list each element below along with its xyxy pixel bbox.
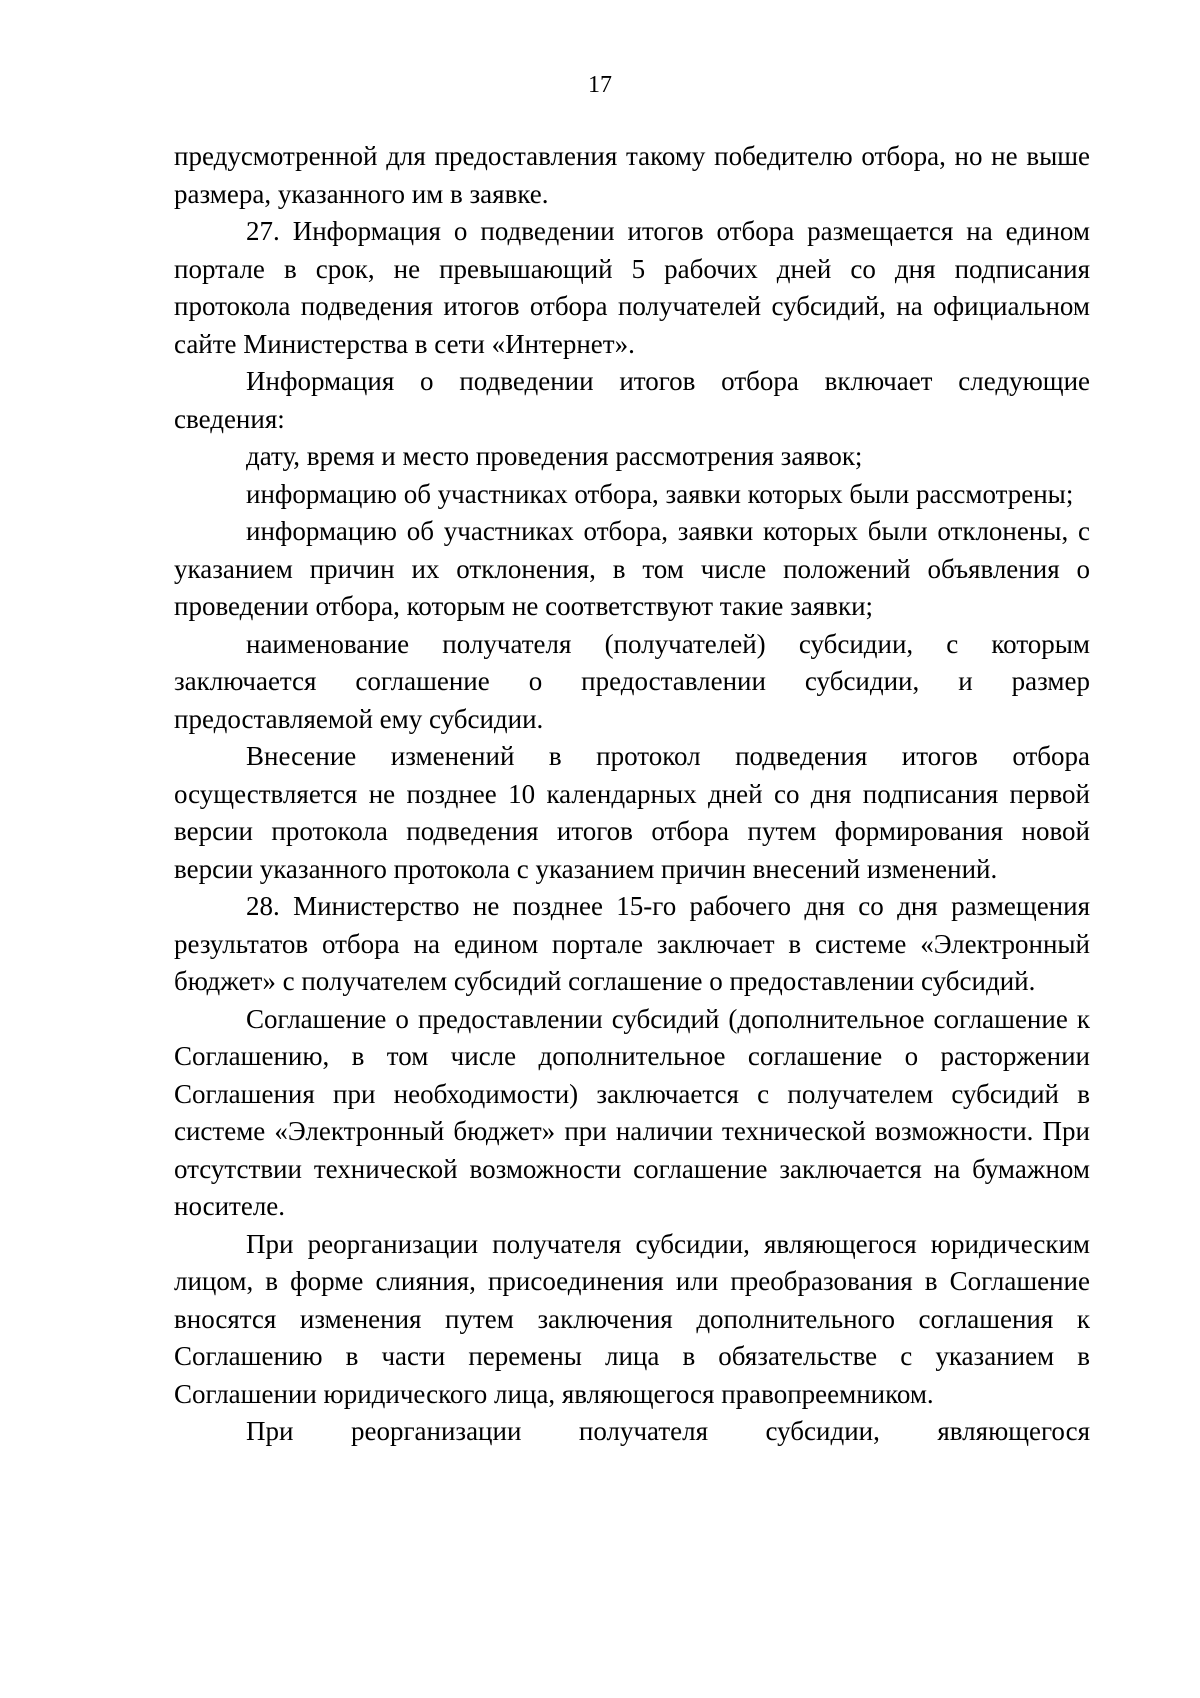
list-item-recipient-name: наименование получателя (получателей) субсидии, с которым заключается соглашение о предоставлении субсидии, и размер предоставляемой ему субсидии. [174,628,1090,734]
paragraph-protocol-changes: Внесение изменений в протокол подведения итогов отбора осуществляется не позднее 10 календарных дней со дня подписания первой версии протокола подведения итогов отбора путем формирования новой версии указанного протокола с указанием причин внесений изменений. [174,741,1090,884]
page-number: 17 [588,72,612,98]
paragraph-reorganization-continued: При реорганизации получателя субсидии, являющегося [246,1416,1090,1446]
paragraph-reorganization: При реорганизации получателя субсидии, являющегося юридическим лицом, в форме слияния, присоединения или преобразования в Соглашение вносятся изменения путем заключения дополнительного соглашения к Соглашению в части перемены лица в обязательстве с указанием в Соглашении юридического лица, являющегося правопреемником. [174,1228,1090,1409]
list-item-date-time-place: дату, время и место проведения рассмотрения заявок; [246,441,863,471]
list-item-rejected-participants: информацию об участниках отбора, заявки которых были отклонены, с указанием причин их отклонения, в том числе положений объявления о проведении отбора, которым не соответствуют такие заявки; [174,516,1090,621]
paragraph-continuation: предусмотренной для предоставления такому победителю отбора, но не выше размера, указанного им в заявке. [174,141,1090,209]
paragraph-item-27: 27. Информация о подведении итогов отбора размещается на едином портале в срок, не превышающий 5 рабочих дней со дня подписания протокола подведения итогов отбора получателей субсидий, на официальном сайте Министерства в сети «Интернет». [174,216,1090,359]
paragraph-item-28: 28. Министерство не позднее 15-го рабочего дня со дня размещения результатов отбора на едином портале заключает в системе «Электронный бюджет» с получателем субсидий соглашение о предоставлении субсидий. [174,891,1090,996]
document-body [174,138,1090,1451]
paragraph-agreement: Соглашение о предоставлении субсидий (дополнительное соглашение к Соглашению, в том числе дополнительное соглашение о расторжении Соглашения при необходимости) заключается с получателем субсидий в системе «Электронный бюджет» при наличии технической возможности. При отсутствии технической возможности соглашение заключается на бумажном носителе. [174,1003,1090,1221]
paragraph-results-info: Информация о подведении итогов отбора включает следующие сведения: [174,366,1090,434]
list-item-reviewed-participants: информацию об участниках отбора, заявки которых были рассмотрены; [246,478,1074,509]
